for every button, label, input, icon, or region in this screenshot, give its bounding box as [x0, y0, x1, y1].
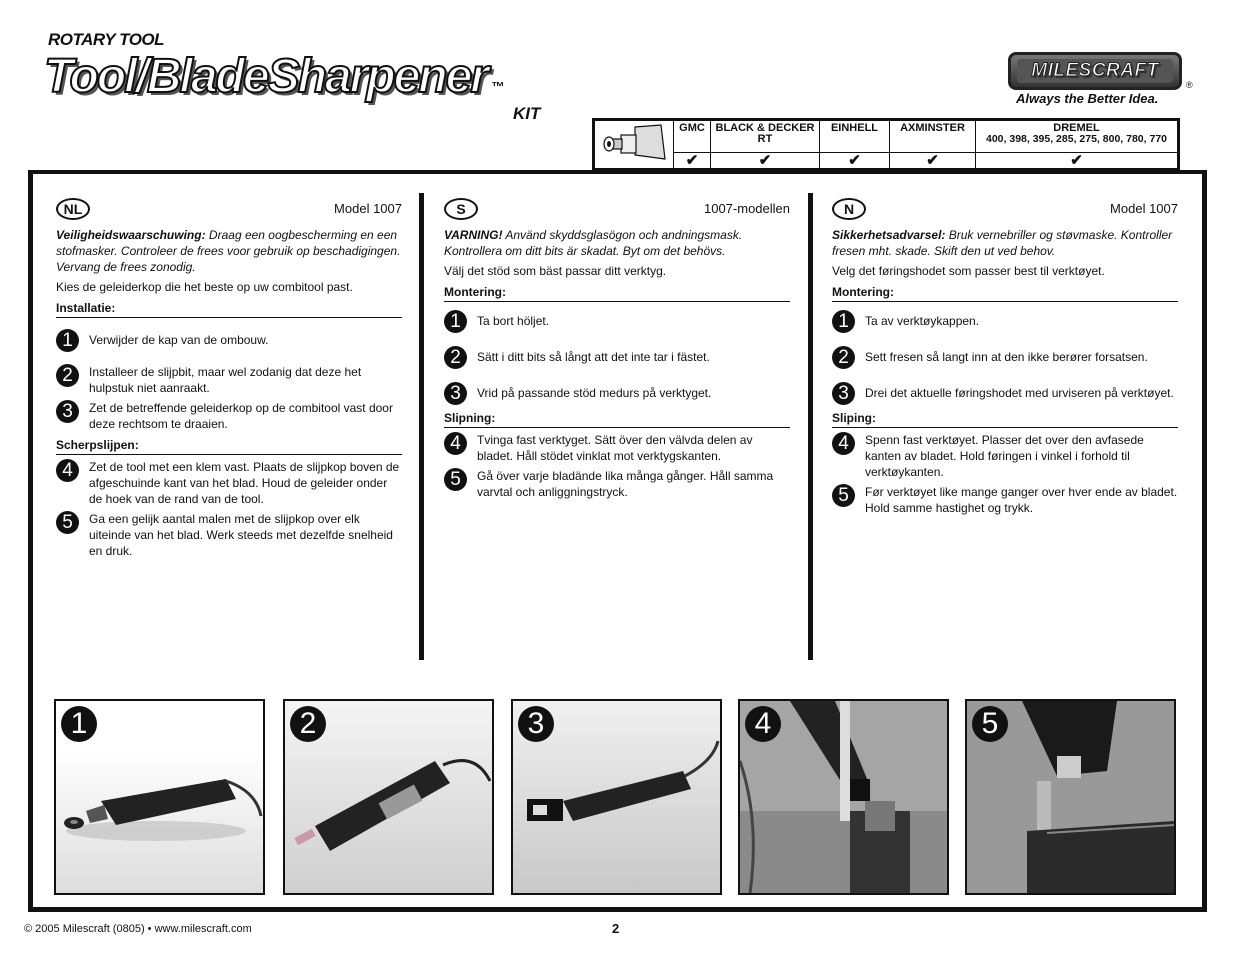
- step-item: [832, 382, 1178, 405]
- compat-header-text: RT: [757, 133, 773, 145]
- step-number: 1: [444, 310, 467, 333]
- step-text: Tvinga fast verktyget. Sätt över den välvda delen av bladet. Håll stödet vinklat mot verktygskanten.: [477, 433, 753, 463]
- step-text: Ga een gelijk aantal malen met de slijpkop over elk uiteinde van het blad. Werk steeds met dezelfde snelheid en druk.: [89, 512, 393, 558]
- step-item: [444, 310, 790, 333]
- step-number: 3: [56, 400, 79, 423]
- product-title: [44, 48, 502, 106]
- section-heading: Installatie:: [56, 300, 402, 318]
- safety-warning: [444, 227, 790, 259]
- warning-label: Veiligheidswaarschuwing:: [56, 228, 206, 242]
- product-title-text: Tool/BladeSharpener: [44, 50, 487, 103]
- photo-number: 3: [518, 706, 554, 742]
- step-number: 5: [444, 468, 467, 491]
- photo-step-1: [54, 699, 265, 895]
- compat-header-einhell: [820, 120, 890, 153]
- step-text: Sätt i ditt bits så långt att det inte tar i fästet.: [477, 350, 710, 364]
- product-subtitle: ROTARY TOOL: [48, 30, 165, 49]
- brand-tagline: Always the Better Idea.: [1016, 91, 1159, 106]
- step-item: [444, 468, 790, 500]
- step-number: 5: [832, 484, 855, 507]
- warning-text: Bruk vernebriller og støvmaske. Kontroller fresen mht. skade. Skift den ut ved behov.: [832, 228, 1173, 258]
- language-badge: N: [832, 198, 866, 220]
- step-text: Ta av verktøykappen.: [865, 314, 980, 328]
- photo-step-4: [738, 699, 949, 895]
- step-number: 1: [56, 329, 79, 352]
- registered-mark: ®: [1186, 80, 1193, 90]
- step-number: 2: [832, 346, 855, 369]
- step-text: Zet de tool met een klem vast. Plaats de slijpkop boven de afgeschuinde kant van het blad. Houd de geleider onder de hoek van de rand van de tool.: [89, 460, 400, 506]
- compat-header-gmc: [674, 120, 711, 153]
- step-item: [444, 346, 790, 369]
- model-number: Model 1007: [1110, 201, 1178, 216]
- model-number: 1007-modellen: [703, 201, 790, 216]
- warning-text: Använd skyddsglasögon och andningsmask. Kontrollera om ditt bits är skadat. Byt om det behövs.: [444, 228, 743, 258]
- section-heading: Sliping:: [832, 410, 1178, 428]
- compat-header-text: BLACK & DECKER: [715, 122, 815, 134]
- check-mark: ✔: [976, 153, 1179, 170]
- step-text: Drei det aktuelle føringshodet med urviseren på verktøyet.: [865, 386, 1174, 400]
- check-mark: ✔: [820, 153, 890, 170]
- compat-header-axminster: [890, 120, 976, 153]
- warning-text: Draag een oogbescherming en een stofmasker. Controleer de frees voor gebruik op beschadigingen. Vervang de frees zonodig.: [56, 228, 401, 274]
- step-number: 4: [56, 459, 79, 482]
- step-number: 4: [832, 432, 855, 455]
- compat-header-text: AXMINSTER: [900, 122, 965, 134]
- check-mark: ✔: [711, 153, 820, 170]
- check-mark: ✔: [890, 153, 976, 170]
- step-item: [444, 382, 790, 405]
- column-dutch: [56, 198, 402, 559]
- step-item: [832, 310, 1178, 333]
- footer-copyright: © 2005 Milescraft (0805) • www.milescraft.com: [24, 923, 252, 935]
- step-text: Gå över varje bladände lika många gånger. Håll samma varvtal och anliggningstryck.: [477, 469, 774, 499]
- logo-plate: [1017, 59, 1173, 83]
- compat-header-dremel: [976, 120, 1179, 153]
- step-item: [832, 484, 1178, 516]
- compatibility-table: [592, 118, 1180, 171]
- step-number: 2: [444, 346, 467, 369]
- intro-text: Kies de geleiderkop die het beste op uw combitool past.: [56, 280, 353, 294]
- language-badge: NL: [56, 198, 90, 220]
- photo-number: 5: [972, 706, 1008, 742]
- model-number: Model 1007: [334, 201, 402, 216]
- compat-header-text: DREMEL: [1053, 122, 1100, 134]
- step-text: Verwijder de kap van de ombouw.: [89, 333, 269, 347]
- step-text: Installeer de slijpbit, maar wel zodanig dat deze het hulpstuk niet aanraakt.: [89, 365, 362, 395]
- page-number: 2: [612, 921, 620, 936]
- photo-number: 1: [61, 706, 97, 742]
- compat-header-black-decker: [711, 120, 820, 153]
- step-item: [56, 459, 402, 507]
- section-heading: Slipning:: [444, 410, 790, 428]
- step-item: [56, 329, 402, 352]
- step-item: [56, 364, 402, 396]
- step-number: 2: [56, 364, 79, 387]
- step-number: 3: [444, 382, 467, 405]
- check-mark: ✔: [674, 153, 711, 170]
- compat-header-text: EINHELL: [830, 122, 879, 134]
- step-number: 3: [832, 382, 855, 405]
- step-item: [832, 432, 1178, 480]
- milescraft-logo: [1008, 52, 1182, 90]
- step-text: Ta bort höljet.: [477, 314, 550, 328]
- column-divider: [419, 193, 424, 660]
- photo-step-3: [511, 699, 722, 895]
- compat-header-text: 400, 398, 395, 285, 275, 800, 780, 770: [986, 133, 1167, 145]
- intro-text: Velg det føringshodet som passer best til verktøyet.: [832, 264, 1105, 278]
- safety-warning: [832, 227, 1178, 259]
- photo-step-2: [283, 699, 494, 895]
- step-text: Sett fresen så langt inn at den ikke berører forsatsen.: [865, 350, 1148, 364]
- trademark-symbol: ™: [490, 79, 502, 94]
- section-heading: Montering:: [444, 284, 790, 302]
- step-number: 4: [444, 432, 467, 455]
- language-badge: S: [444, 198, 478, 220]
- compat-header-text: GMC: [679, 122, 705, 134]
- step-text: Vrid på passande stöd medurs på verktyget.: [477, 386, 712, 400]
- step-number: 1: [832, 310, 855, 333]
- section-heading: Scherpslijpen:: [56, 437, 402, 455]
- column-divider: [808, 193, 813, 660]
- kit-label: KIT: [513, 104, 541, 123]
- step-item: [832, 346, 1178, 369]
- guide-head-icon: [595, 121, 673, 165]
- column-norwegian: [832, 198, 1178, 516]
- photo-number: 4: [745, 706, 781, 742]
- warning-label: VARNING!: [444, 228, 503, 242]
- step-number: 5: [56, 511, 79, 534]
- logo-text: MILESCRAFT: [1031, 60, 1159, 81]
- step-text: Spenn fast verktøyet. Plasser det over den avfasede kanten av bladet. Hold føringen i vinkel i forhold til verktøykanten.: [865, 433, 1144, 479]
- step-item: [56, 400, 402, 432]
- step-text: Før verktøyet like mange ganger over hver ende av bladet. Hold samme hastighet og trykk.: [865, 485, 1178, 515]
- step-item: [56, 511, 402, 559]
- section-heading: Montering:: [832, 284, 1178, 302]
- warning-label: Sikkerhetsadvarsel:: [832, 228, 946, 242]
- intro-text: Välj det stöd som bäst passar ditt verktyg.: [444, 264, 667, 278]
- guide-head-image: [594, 120, 674, 170]
- safety-warning: [56, 227, 402, 275]
- step-text: Zet de betreffende geleiderkop op de combitool vast door deze rechtsom te draaien.: [89, 401, 393, 431]
- photo-step-5: [965, 699, 1176, 895]
- photo-number: 2: [290, 706, 326, 742]
- step-item: [444, 432, 790, 464]
- column-swedish: [444, 198, 790, 500]
